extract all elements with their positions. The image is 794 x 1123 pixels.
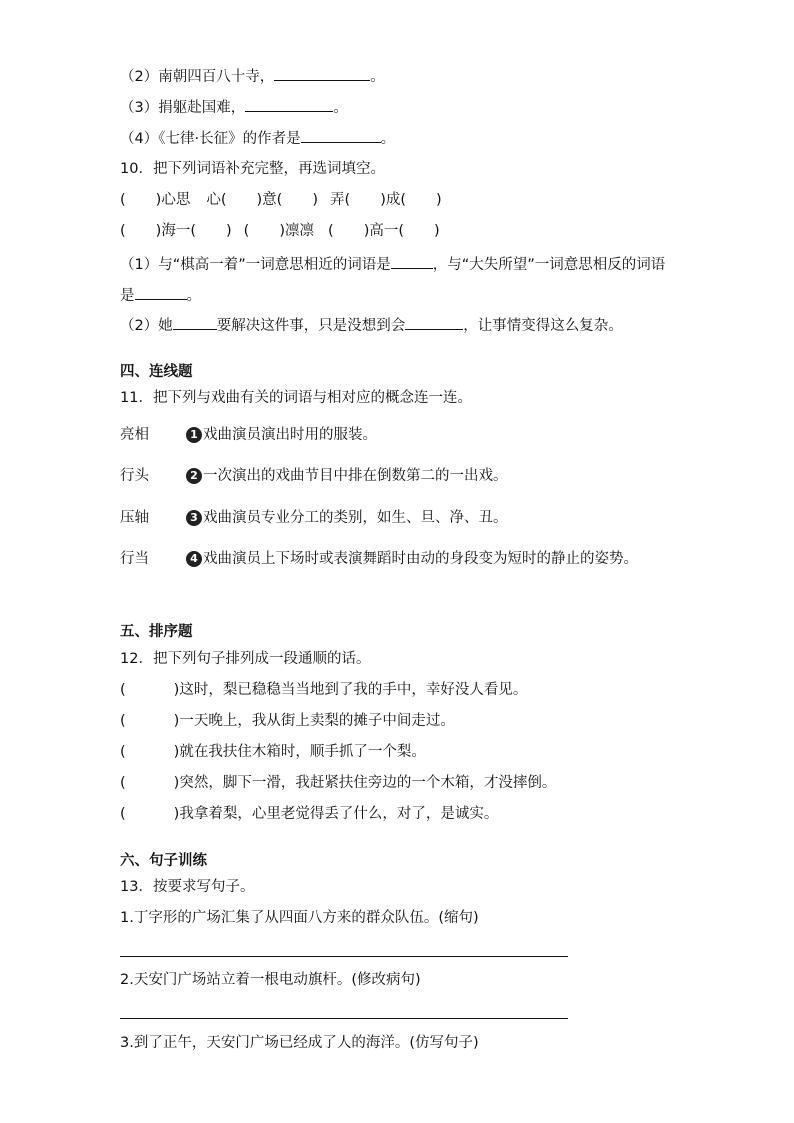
sub2-text-2: 要解决这件事，只是没想到会 — [216, 318, 406, 334]
q10-row1 — [120, 190, 442, 210]
word-part: 弄( — [330, 192, 351, 208]
punct: 。 — [333, 100, 348, 116]
sub2-text: （2）她 — [120, 318, 173, 334]
order-sentence: )这时，梨已稳稳当当地到了我的手中，幸好没人看见。 — [173, 682, 528, 698]
q11-question: 11．把下列与戏曲有关的词语与相对应的概念连一连。 — [120, 390, 472, 406]
word-part: 心( — [206, 192, 227, 208]
circled-number-4: 4 — [186, 551, 202, 567]
order-item-4 — [120, 773, 556, 793]
answer-line[interactable] — [120, 1018, 568, 1019]
paren-open: ( — [328, 223, 334, 239]
section-6-title: 六、句子训练 — [120, 853, 207, 869]
sentence-task-1: 1.丁字形的广场汇集了从四面八方来的群众队伍。(缩句) — [120, 910, 479, 926]
answer-blank[interactable] — [173, 315, 217, 330]
paren-open: ( — [120, 806, 126, 822]
term-xingtou[interactable]: 行头 — [120, 468, 149, 484]
sentence-task-2: 2.天安门广场站立着一根电动旗杆。(修改病句) — [120, 972, 421, 988]
q10-sub1-cont — [120, 285, 201, 306]
definition-3[interactable] — [186, 508, 508, 528]
section-4-title: 四、连线题 — [120, 364, 193, 380]
poem-line-4-text: （4）《七律·长征》的作者是 — [120, 131, 301, 147]
word-part: )高一( — [363, 223, 405, 239]
order-item-5 — [120, 804, 498, 824]
order-item-2 — [120, 711, 455, 731]
paren-close: ) — [312, 192, 319, 208]
paren-close: ) — [226, 223, 232, 239]
order-item-1 — [120, 680, 527, 700]
paren-close: ) — [436, 192, 442, 208]
definition-text: 戏曲演员专业分工的类别，如生、旦、净、丑。 — [203, 510, 508, 526]
word-part: )意( — [256, 192, 283, 208]
term-liangxiang[interactable]: 亮相 — [120, 427, 149, 443]
q12-question: 12．把下列句子排列成一段通顺的话。 — [120, 651, 371, 667]
answer-blank[interactable] — [274, 66, 370, 81]
poem-line-3-text: （3）捐躯赴国难， — [120, 100, 246, 116]
paren-open: ( — [120, 192, 126, 208]
q10-title: 10．把下列词语补充完整，再选词填空。 — [120, 161, 385, 177]
order-sentence: )突然，脚下一滑，我赶紧扶住旁边的一个木箱，才没摔倒。 — [173, 775, 557, 791]
sub1-text-2: ，与“大失所望”一词意思相反的词语 — [432, 257, 666, 273]
poem-line-2-text: （2）南朝四百八十寺， — [120, 69, 275, 85]
answer-blank[interactable] — [245, 97, 333, 112]
definition-text: 戏曲演员演出时用的服装。 — [203, 427, 377, 443]
q10-row2 — [120, 221, 440, 241]
word-part: )海一( — [155, 223, 196, 239]
definition-4[interactable] — [186, 549, 638, 569]
sentence-task-3: 3.到了正午，天安门广场已经成了人的海洋。(仿写句子) — [120, 1035, 479, 1051]
answer-blank[interactable] — [135, 285, 187, 300]
punct: 。 — [380, 131, 396, 147]
paren-open: ( — [120, 682, 126, 698]
definition-text: 戏曲演员上下场时或表演舞蹈时由动的身段变为短时的静止的姿势。 — [203, 551, 638, 567]
word-part: )心思 — [155, 192, 191, 208]
sub1-text-3: 是 — [120, 288, 135, 304]
paren-open: ( — [120, 223, 126, 239]
circled-number-3: 3 — [186, 510, 202, 526]
q10-sub1 — [120, 254, 665, 275]
circled-number-1: 1 — [186, 427, 202, 443]
order-sentence: )一天晚上，我从街上卖梨的摊子中间走过。 — [173, 713, 455, 729]
answer-line[interactable] — [120, 956, 568, 957]
order-sentence: )我拿着梨，心里老觉得丢了什么，对了，是诚实。 — [173, 806, 499, 822]
paren-open: ( — [120, 775, 126, 791]
answer-blank[interactable] — [405, 315, 463, 330]
term-hangdang[interactable]: 行当 — [120, 551, 149, 567]
poem-line-2 — [120, 66, 385, 87]
word-part: )凛凛 — [279, 223, 315, 239]
order-sentence: )就在我扶住木箱时，顺手抓了一个梨。 — [173, 744, 426, 760]
poem-line-4 — [120, 128, 395, 149]
section-5-title: 五、排序题 — [120, 624, 193, 640]
answer-blank[interactable] — [301, 128, 381, 143]
definition-2[interactable] — [186, 466, 508, 486]
answer-blank[interactable] — [391, 254, 433, 269]
sub2-text-3: ，让事情变得这么复杂。 — [463, 318, 623, 334]
punct: 。 — [186, 288, 201, 304]
q10-sub2 — [120, 315, 623, 336]
punct: 。 — [370, 69, 385, 85]
term-yazhou[interactable]: 压轴 — [120, 510, 149, 526]
sub1-text: （1）与“棋高一着”一词意思相近的词语是 — [120, 257, 391, 273]
circled-number-2: 2 — [186, 468, 202, 484]
paren-open: ( — [120, 744, 126, 760]
q13-question: 13．按要求写句子。 — [120, 879, 255, 895]
definition-1[interactable] — [186, 425, 377, 445]
word-part: )成( — [380, 192, 407, 208]
definition-text: 一次演出的戏曲节目中排在倒数第二的一出戏。 — [203, 468, 508, 484]
poem-line-3 — [120, 97, 348, 118]
paren-close: ) — [434, 223, 440, 239]
paren-open: ( — [120, 713, 126, 729]
order-item-3 — [120, 742, 426, 762]
paren-open: ( — [243, 223, 250, 239]
